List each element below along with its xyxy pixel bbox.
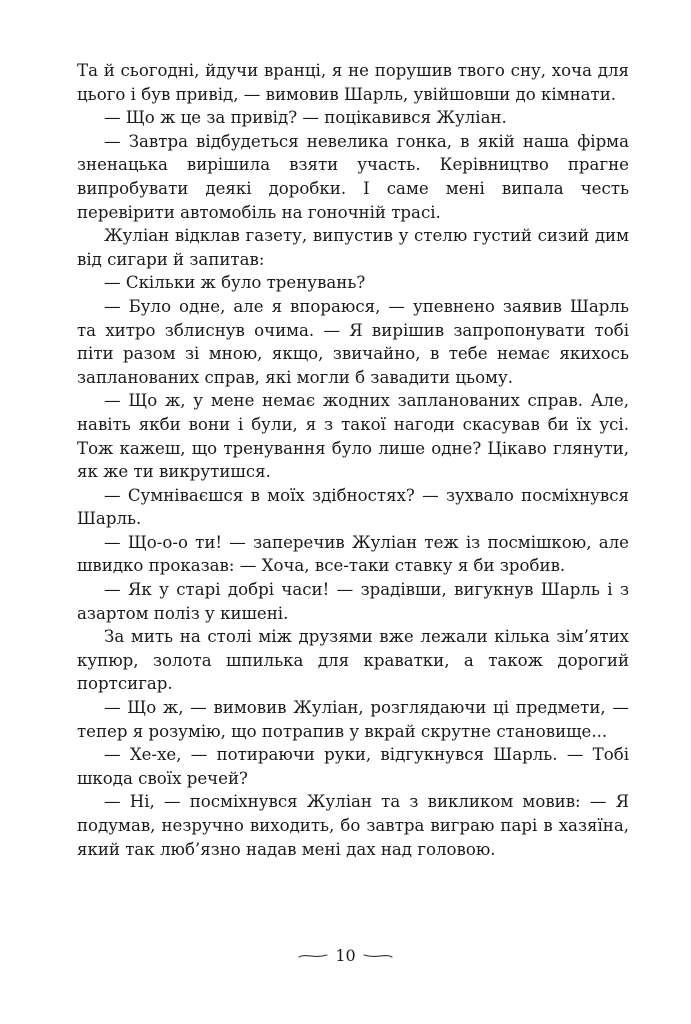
paragraph-3: — Завтра відбудеться невелика гонка, в якій наша фірма зненацька вирішила взяти участь. Керівництво прагне випробувати деякі доробки. І саме мені випала честь перевірити автомобіль на гоночній трасі. [77,131,629,222]
paragraph-1: Та й сьогодні, йдучи вранці, я не порушив твого сну, хоча для цього і був привід, — вимовив Шарль, увійшовши до кімнати. [77,61,629,104]
left-swash-ornament-icon [298,952,328,960]
paragraph-6: — Було одне, але я впораюся, — упевнено заявив Шарль та хитро зблиснув очима. — Я вирішив запропонувати тобі піти разом зі мною, якщо, звичайно, в тебе немає якихось запланованих справ, які могли б завадити цьому. [77,296,629,387]
paragraph-12: — Що ж, — вимовив Жуліан, розглядаючи ці предмети, — тепер я розумію, що потрапив у вкрай скрутне становище... [77,698,629,741]
body-text [77,59,629,861]
paragraph-9: — Що-о-о ти! — заперечив Жуліан теж із посмішкою, але швидко проказав: — Хоча, все-таки ставку я би зробив. [77,532,629,576]
paragraph-13: — Хе-хе, — потираючи руки, відгукнувся Шарль. — Тобі шкода своїх речей? [77,745,629,788]
paragraph-8: — Сумніваєшся в моїх здібностях? — зухвало посміхнувся Шарль. [77,485,629,529]
paragraph-2: — Що ж це за привід? — поцікавився Жуліан. [104,108,507,128]
paragraph-11: За мить на столі між друзями вже лежали кілька зім’ятих купюр, золота шпилька для краватки, а також дорогий портсигар. [77,627,629,694]
page-folio [0,946,691,966]
paragraph-14: — Ні, — посміхнувся Жуліан та з викликом мовив: — Я подумав, незручно виходить, бо завтра виграю парі в хазяїна, який так люб’язно надав мені дах над головою. [77,792,629,859]
paragraph-4: Жуліан відклав газету, випустив у стелю густий сизий дим від сигари й запитав: [77,226,629,269]
paragraph-10: — Як у старі добрі часи! — зрадівши, вигукнув Шарль і з азартом поліз у кишені. [77,580,629,623]
page-number: 10 [335,946,356,965]
paragraph-5: — Скільки ж було тренувань? [104,273,366,293]
right-swash-ornament-icon [363,952,393,960]
paragraph-7: — Що ж, у мене немає жодних запланованих справ. Але, навіть якби вони і були, я з такої нагоди скасував би їх усі. Тож кажеш, що тренування було лише одне? Цікаво глянути, як же ти викрутишся. [77,391,629,482]
